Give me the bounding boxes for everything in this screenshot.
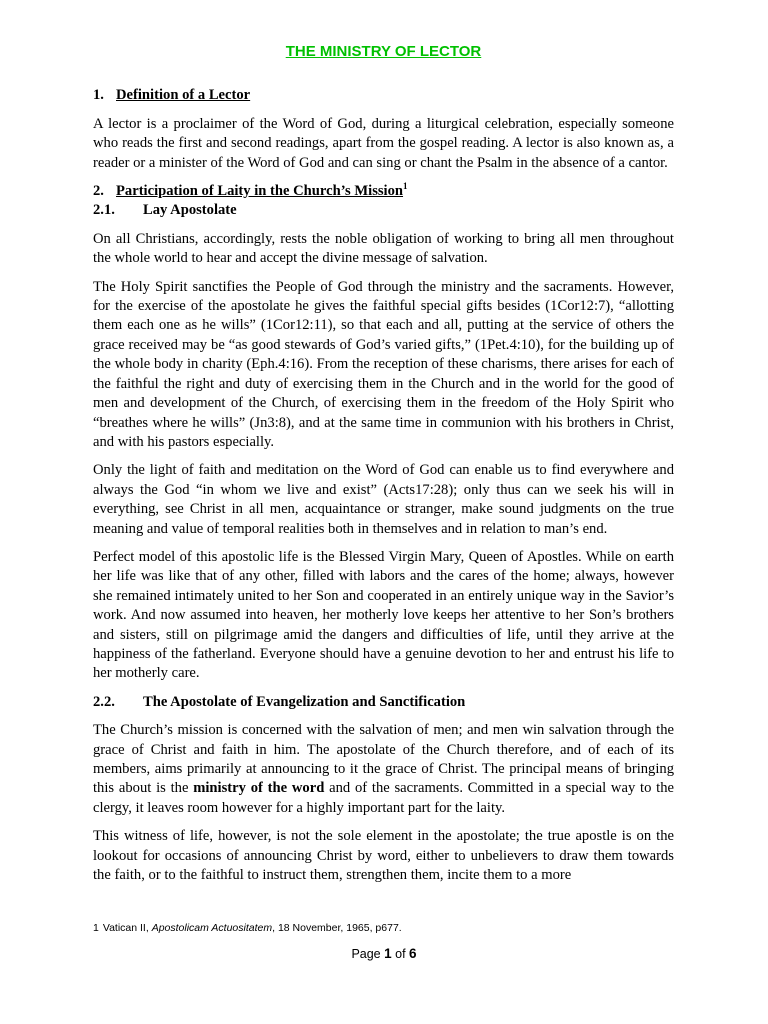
footnote-reference: 1 [403,181,408,192]
section-1-heading [93,86,674,105]
footnote-italic-title: Apostolicam Actuositatem [151,922,273,934]
page-title: THE MINISTRY OF LECTOR [285,43,482,60]
paragraph-text: and of the sacraments. Committed in a special way to the clergy, it leaves room however for a highly important part for the laity. [93,780,674,816]
subsection-2-2-number: 2.2. [93,693,115,710]
paragraph: Perfect model of this apostolic life is the Blessed Virgin Mary, Queen of Apostles. While on earth her life was like that of any other, filled with labors and the cares of the home; always, however she remained intimately united to her Son and cooperated in an entirely unique way in the Savior’s work. And now assumed into heaven, her motherly love keeps her attentive to her Son’s brothers and sisters, still on pilgrimage amid the dangers and difficulties of life, until they arrive at the happiness of the fatherland. Everyone should have a genuine devotion to her and entrust his life to her motherly care. [93,548,674,682]
section-2-title: Participation of Laity in the Church’s Mission [116,183,404,200]
section-2-heading [93,182,674,201]
page-word: Page [351,947,381,961]
of-word: of [395,947,406,961]
page-number [0,946,768,961]
footnote-number: 1 [93,922,99,934]
paragraph-text: The Church’s mission is concerned with the salvation of men; and men win salvation through the grace of Christ and faith in him. The apostolate of the Church therefore, and of each of its members, aims primarily at announcing to it the grace of Christ. The principal means of bringing this about is the [93,722,674,797]
section-2-number: 2. [93,183,104,200]
footnote-text: Vatican II, [102,922,152,934]
subsection-2-1-title: Lay Apostolate [143,202,237,219]
bold-phrase: ministry of the word [193,780,325,797]
paragraph: Only the light of faith and meditation on the Word of God can enable us to find everywhere and always the God “in whom we live and exist” (Acts17:28); only thus can we seek his will in everything, see Christ in all men, acquaintance or stranger, make sound judgments on the true meaning and value of temporal realities both in themselves and in relation to man’s end. [93,462,674,537]
paragraph: On all Christians, accordingly, rests the noble obligation of working to bring all men throughout the whole world to hear and accept the divine message of salvation. [93,230,674,267]
subsection-2-1-heading [93,201,674,220]
paragraph: The Holy Spirit sanctifies the People of God through the ministry and the sacraments. However, for the exercise of the apostolate he gives the faithful special gifts besides (1Cor12:7), “allotting them each one as he wills” (1Cor12:11), so that each and all, putting at the service of others the grace received may be “as good stewards of God’s varied gifts,” (1Pet.4:10), for the building up of the whole body in charity (Eph.4:16). From the reception of these charisms, there arises for each of the faithful the right and duty of exercising them in the Church and in the world for the good of men and development of the Church, of exercising them in the freedom of the Holy Spirit who “breathes where he wills” (Jn3:8), and at the same time in communion with his brothers in Christ, and with his pastors especially. [93,278,674,450]
paragraph: This witness of life, however, is not the sole element in the apostolate; the true apostle is on the lookout for occasions of announcing Christ by word, either to unbelievers to draw them towards the faith, or to the faithful to instruct them, strengthen them, incite them to a more [93,828,674,884]
footnote-text: , 18 November, 1965, p677. [272,922,402,934]
subsection-2-2-title: The Apostolate of Evangelization and Sanctification [143,693,466,710]
subsection-2-2-heading [93,693,674,712]
section-1-number: 1. [93,87,104,104]
current-page: 1 [384,946,392,961]
section-1-title: Definition of a Lector [116,87,251,104]
footnote [93,922,402,934]
page-content [93,42,674,894]
paragraph [93,721,674,818]
subsection-2-1-number: 2.1. [93,202,115,219]
section-1-paragraph: A lector is a proclaimer of the Word of God, during a liturgical celebration, especially someone who reads the first and second readings, apart from the gospel reading. A lector is also known as, a reader or a minister of the Word of God and can sing or chant the Psalm in the absence of a cantor. [93,115,674,171]
total-pages: 6 [409,946,417,961]
